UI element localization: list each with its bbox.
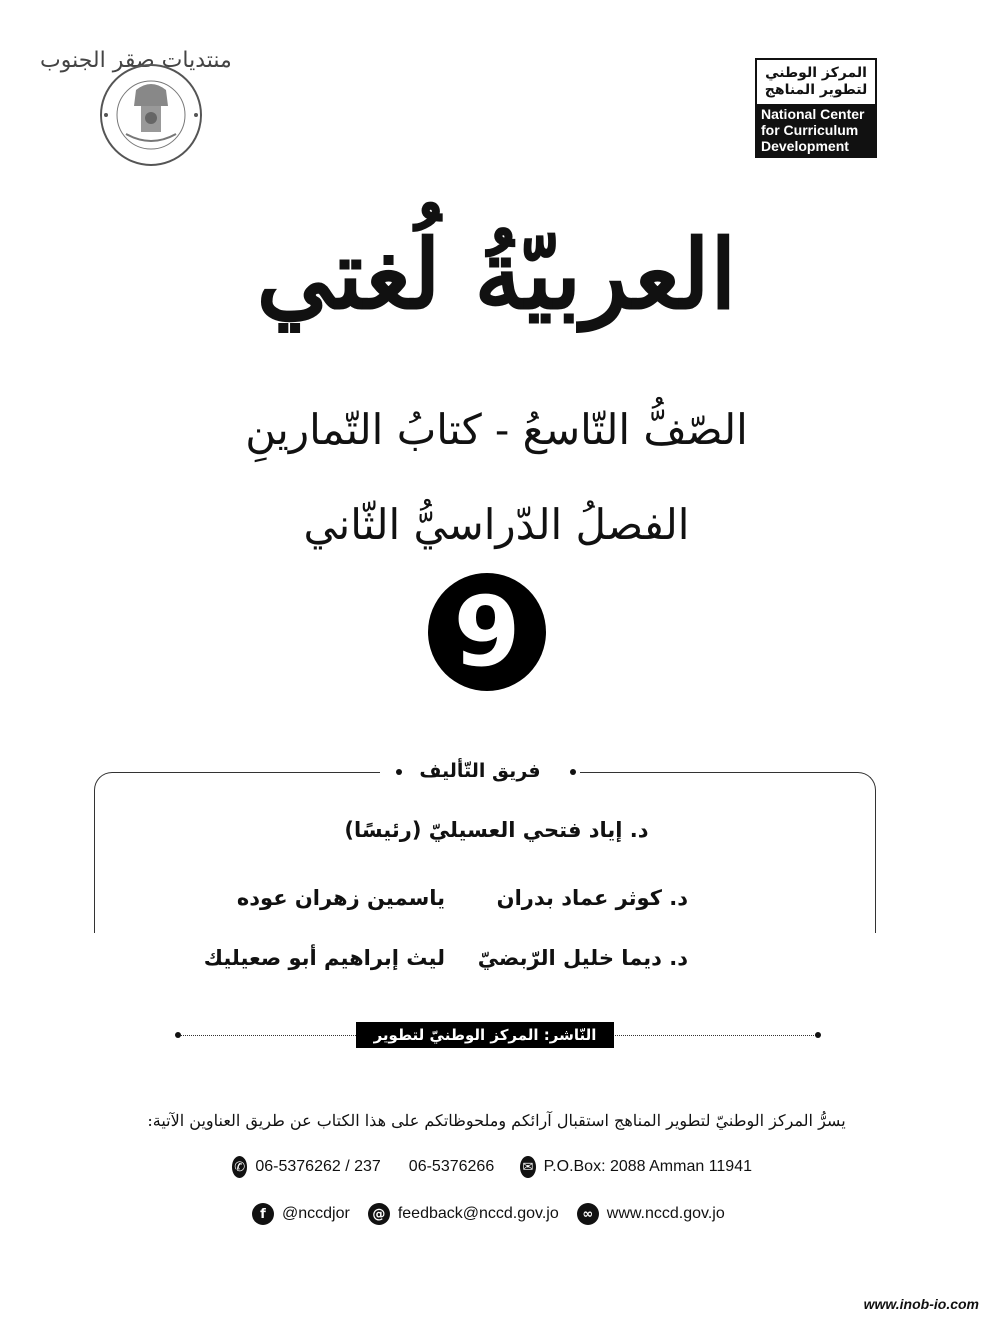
contact-row-phone bbox=[232, 1156, 752, 1178]
website-url[interactable]: www.nccd.gov.jo bbox=[606, 1205, 725, 1222]
author-row1-right: د. كوثر عماد بدران bbox=[496, 886, 688, 910]
feedback-note: يسرُّ المركز الوطنيّ لتطوير المناهج استقبال آرائكم وملحوظاتكم على هذا الكتاب عن طريق العناوين الآتية: bbox=[147, 1111, 846, 1130]
team-label-wrapper bbox=[380, 760, 580, 782]
logo-english-line1: National Center bbox=[761, 106, 865, 122]
facebook-handle[interactable]: @nccdjor bbox=[282, 1205, 350, 1222]
team-label-dot-right bbox=[570, 769, 576, 775]
author-row2-right: د. ديما خليل الرّبضيّ bbox=[477, 946, 688, 970]
publisher-dot-left bbox=[175, 1032, 181, 1038]
logo-arabic-line2: لتطوير المناهج bbox=[764, 82, 868, 98]
author-row2-left: ليث إبراهيم أبو صعيليك bbox=[203, 946, 445, 970]
book-subtitle-semester: الفصلُ الدّراسيُّ الثّاني bbox=[303, 500, 690, 549]
phone-icon: ✆ bbox=[232, 1156, 247, 1178]
logo-arabic-line1: المركز الوطني bbox=[765, 65, 867, 81]
forum-watermark: منتديات صقر الجنوب bbox=[40, 48, 232, 73]
site-watermark-url: www.inob-io.com bbox=[863, 1296, 979, 1312]
book-title: العربيّةُ لُغتي bbox=[256, 218, 737, 331]
email-address[interactable]: feedback@nccd.gov.jo bbox=[397, 1205, 559, 1222]
pobox-address: P.O.Box: 2088 Amman 11941 bbox=[543, 1158, 752, 1175]
facebook-icon: f bbox=[252, 1203, 274, 1225]
at-icon: @ bbox=[368, 1203, 390, 1225]
contact-row-online bbox=[252, 1203, 732, 1225]
team-label-dot-left bbox=[396, 769, 402, 775]
logo-english-line3: Development bbox=[761, 138, 849, 154]
author-lead: د. إياد فتحي العسيليّ (رئيسًا) bbox=[344, 818, 649, 842]
team-label: فريق التّأليف bbox=[419, 760, 541, 782]
fax-number: 06-5376266 bbox=[408, 1158, 495, 1175]
publisher-label: النّاشر: المركز الوطنيّ لتطوير المناهج bbox=[356, 1022, 614, 1048]
publisher-dot-right bbox=[815, 1032, 821, 1038]
mail-icon: ✉ bbox=[520, 1156, 535, 1178]
book-subtitle-grade: الصّفُّ التّاسعُ - كتابُ التّمارينِ bbox=[245, 405, 748, 454]
author-row1-left: ياسمين زهران عوده bbox=[236, 886, 445, 910]
link-icon: ∞ bbox=[577, 1203, 599, 1225]
logo-english-line2: for Curriculum bbox=[761, 122, 859, 138]
phone-number: 06-5376262 / 237 bbox=[255, 1158, 381, 1175]
nccd-logo bbox=[755, 58, 877, 158]
authors-frame bbox=[94, 772, 876, 933]
ministry-seal-icon bbox=[96, 60, 206, 170]
grade-number-badge: 9 bbox=[428, 573, 546, 691]
